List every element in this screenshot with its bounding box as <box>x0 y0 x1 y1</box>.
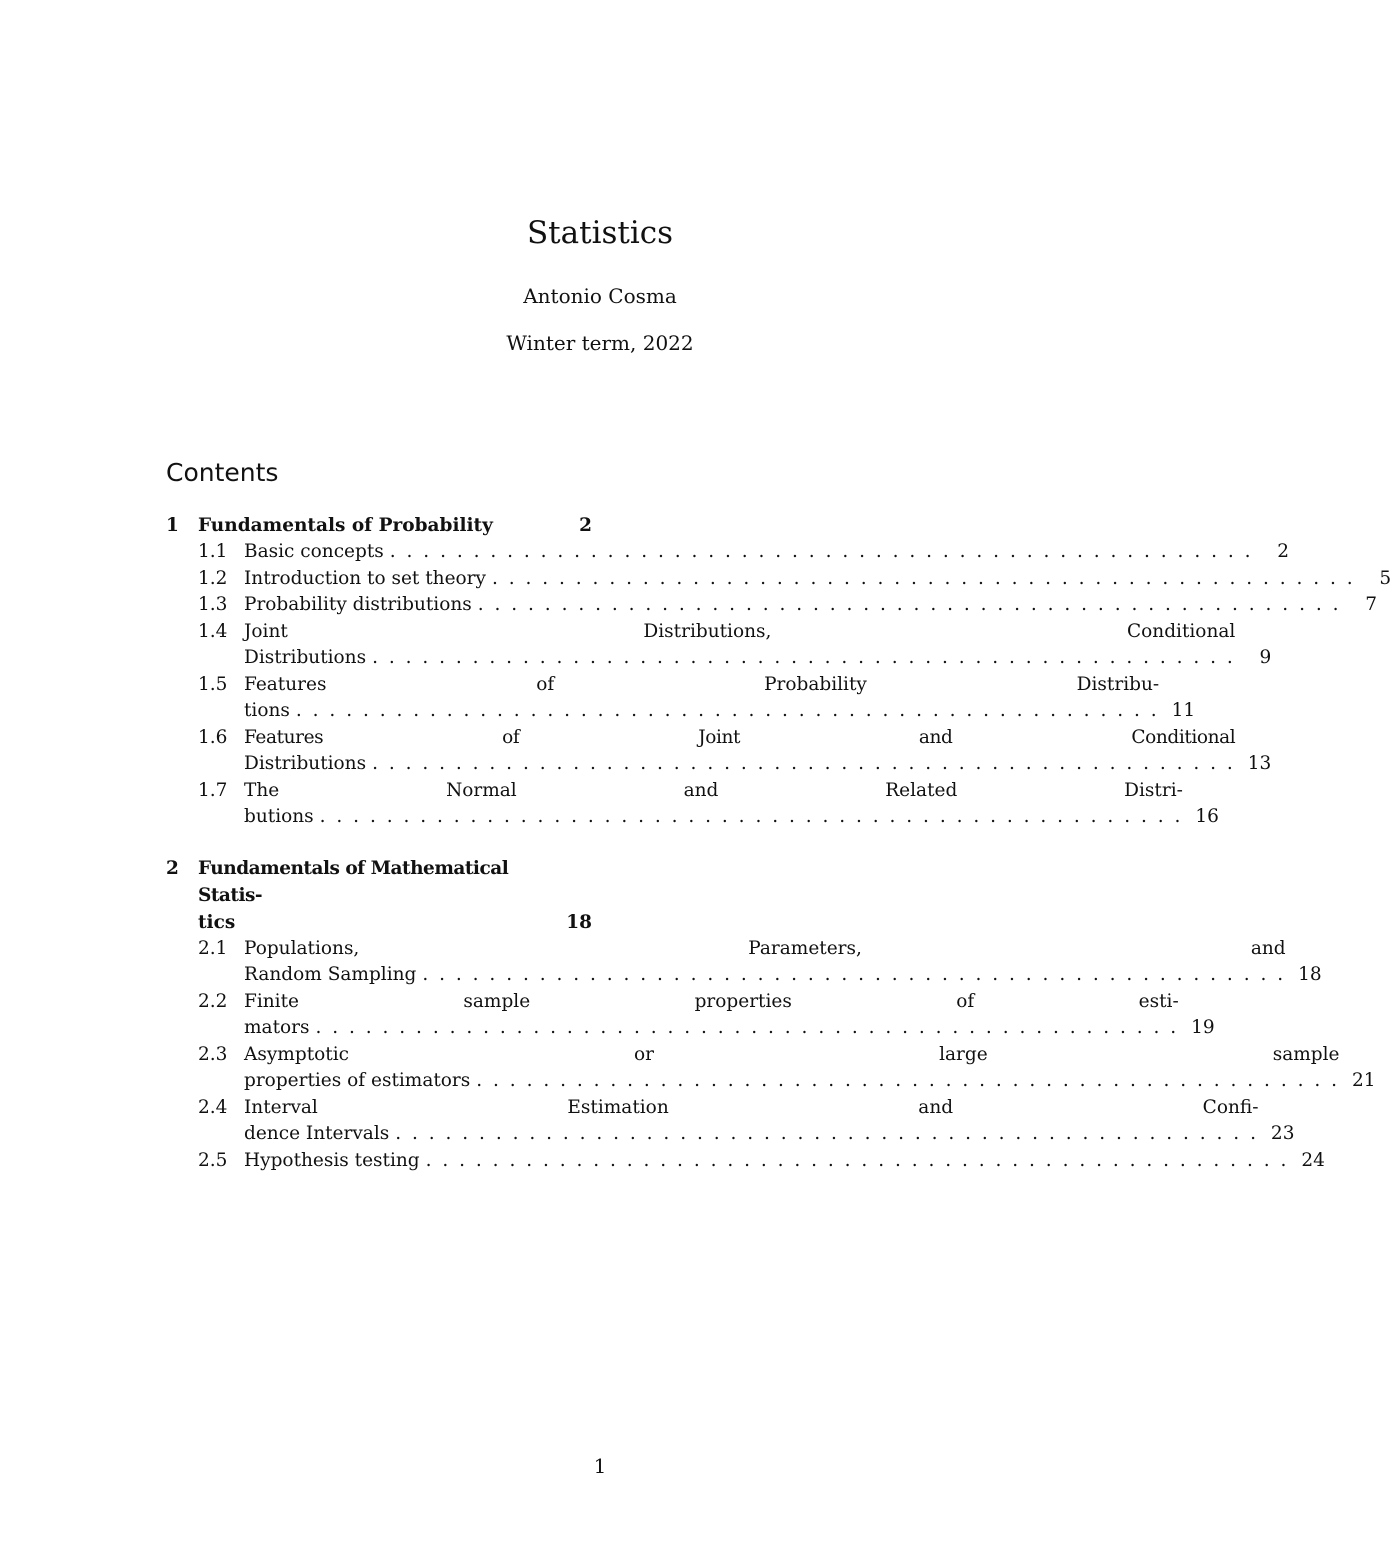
toc-entry-number: 2.4 <box>198 1096 228 1118</box>
dot-leader <box>492 566 1355 593</box>
toc-entry-title-line1: Joint Distributions, Conditional <box>244 620 1236 642</box>
toc-entry-1-6[interactable] <box>166 725 1272 778</box>
toc-section-number: 2 <box>166 857 179 879</box>
toc-entry-1-5[interactable] <box>166 672 1196 725</box>
toc-section-title: Fundamentals of Probability <box>198 515 493 536</box>
toc-entry-page: 13 <box>1247 753 1272 774</box>
toc-entry-title-line1: Features of Joint and Conditional <box>244 726 1236 748</box>
toc-entry-page: 2 <box>1277 541 1289 562</box>
toc-entry-page: 16 <box>1195 806 1219 827</box>
toc-entry-number: 1.4 <box>198 620 228 642</box>
toc-entry-page: 5 <box>1379 567 1391 589</box>
toc-entry-title-line2: butions <box>244 806 314 827</box>
dot-leader <box>296 698 1159 725</box>
toc-entry-number: 1.5 <box>198 673 228 695</box>
toc-entry-page: 11 <box>1171 700 1196 721</box>
toc-entry-title-line1: Asymptotic or large sample <box>244 1043 1340 1065</box>
toc-section-title-line2: tics <box>198 911 236 933</box>
toc-entry-page: 9 <box>1259 647 1272 668</box>
dot-leader <box>320 804 1183 831</box>
toc-entry-title-line1: Interval Estimation and Confi- <box>244 1096 1259 1118</box>
toc-entry-number: 1.1 <box>198 541 228 562</box>
toc-entry-page: 24 <box>1301 1149 1325 1171</box>
toc-entry-title-line2: tions <box>244 700 290 721</box>
toc-entry-page: 21 <box>1351 1070 1376 1091</box>
toc-entry-number: 2.1 <box>198 937 228 959</box>
toc-entry-2-4[interactable] <box>166 1095 1295 1148</box>
toc-entry-title-line2: Random Sampling <box>244 964 417 985</box>
toc-entry-number: 1.3 <box>198 594 228 615</box>
document-title: Statistics <box>526 215 674 251</box>
toc-entry-1-7[interactable] <box>166 778 1219 831</box>
toc-entry-page: 7 <box>1365 594 1377 615</box>
dot-leader <box>315 1015 1178 1042</box>
toc-entry-2-3[interactable] <box>166 1042 1376 1095</box>
toc-entry-1-4[interactable] <box>166 619 1272 672</box>
dot-leader <box>476 1068 1339 1095</box>
toc-entry-title-line2: dence Intervals <box>244 1123 390 1144</box>
toc-entry-title-line2: Distributions <box>244 647 367 668</box>
toc-entry-1-1[interactable] <box>166 539 1289 566</box>
page-number: 1 <box>593 1454 607 1478</box>
document-author: Antonio Cosma <box>523 284 677 308</box>
table-of-contents <box>166 512 1391 1174</box>
dot-leader <box>422 962 1285 989</box>
toc-entry-2-2[interactable] <box>166 989 1215 1042</box>
toc-entry-page: 19 <box>1191 1017 1215 1038</box>
toc-section-2[interactable] <box>166 855 592 936</box>
toc-entry-number: 1.2 <box>198 567 228 589</box>
toc-entry-2-1[interactable] <box>166 936 1322 989</box>
toc-entry-number: 1.6 <box>198 726 228 748</box>
dot-leader <box>390 539 1253 566</box>
toc-entry-title: Hypothesis testing <box>244 1149 420 1171</box>
dot-leader <box>395 1121 1258 1148</box>
toc-entry-title-line1: The Normal and Related Distri- <box>244 779 1183 801</box>
toc-entry-1-3[interactable] <box>166 592 1377 619</box>
toc-entry-title: Introduction to set theory <box>244 567 486 589</box>
dot-leader <box>372 645 1235 672</box>
toc-entry-number: 1.7 <box>198 779 228 801</box>
dot-leader <box>478 592 1341 619</box>
toc-entry-title-line2: Distributions <box>244 753 367 774</box>
toc-entry-title: Probability distributions <box>244 594 472 615</box>
document-date: Winter term, 2022 <box>506 331 694 355</box>
toc-section-page: 18 <box>566 911 592 933</box>
toc-entry-page: 23 <box>1270 1123 1295 1144</box>
toc-entry-number: 2.2 <box>198 990 228 1012</box>
toc-entry-title: Basic concepts <box>244 541 384 562</box>
contents-heading: Contents <box>166 458 279 487</box>
toc-section-page: 2 <box>579 515 592 536</box>
dot-leader <box>372 751 1235 778</box>
toc-entry-page: 18 <box>1298 964 1322 985</box>
toc-entry-number: 2.5 <box>198 1149 228 1171</box>
toc-section-1[interactable] <box>166 512 592 539</box>
toc-entry-number: 2.3 <box>198 1043 228 1065</box>
toc-section-number: 1 <box>166 515 179 536</box>
toc-entry-title-line2: mators <box>244 1017 310 1038</box>
toc-entry-title-line1: Finite sample properties of esti- <box>244 990 1179 1012</box>
toc-section-title-line1: Fundamentals of Mathematical Statis- <box>198 857 509 906</box>
dot-leader <box>426 1148 1289 1175</box>
toc-entry-title-line2: properties of estimators <box>244 1070 471 1091</box>
toc-entry-title-line1: Populations, Parameters, and <box>244 937 1286 959</box>
toc-entry-title-line1: Features of Probability Distribu- <box>244 673 1160 695</box>
toc-entry-2-5[interactable] <box>166 1148 1325 1175</box>
toc-entry-1-2[interactable] <box>166 566 1391 593</box>
